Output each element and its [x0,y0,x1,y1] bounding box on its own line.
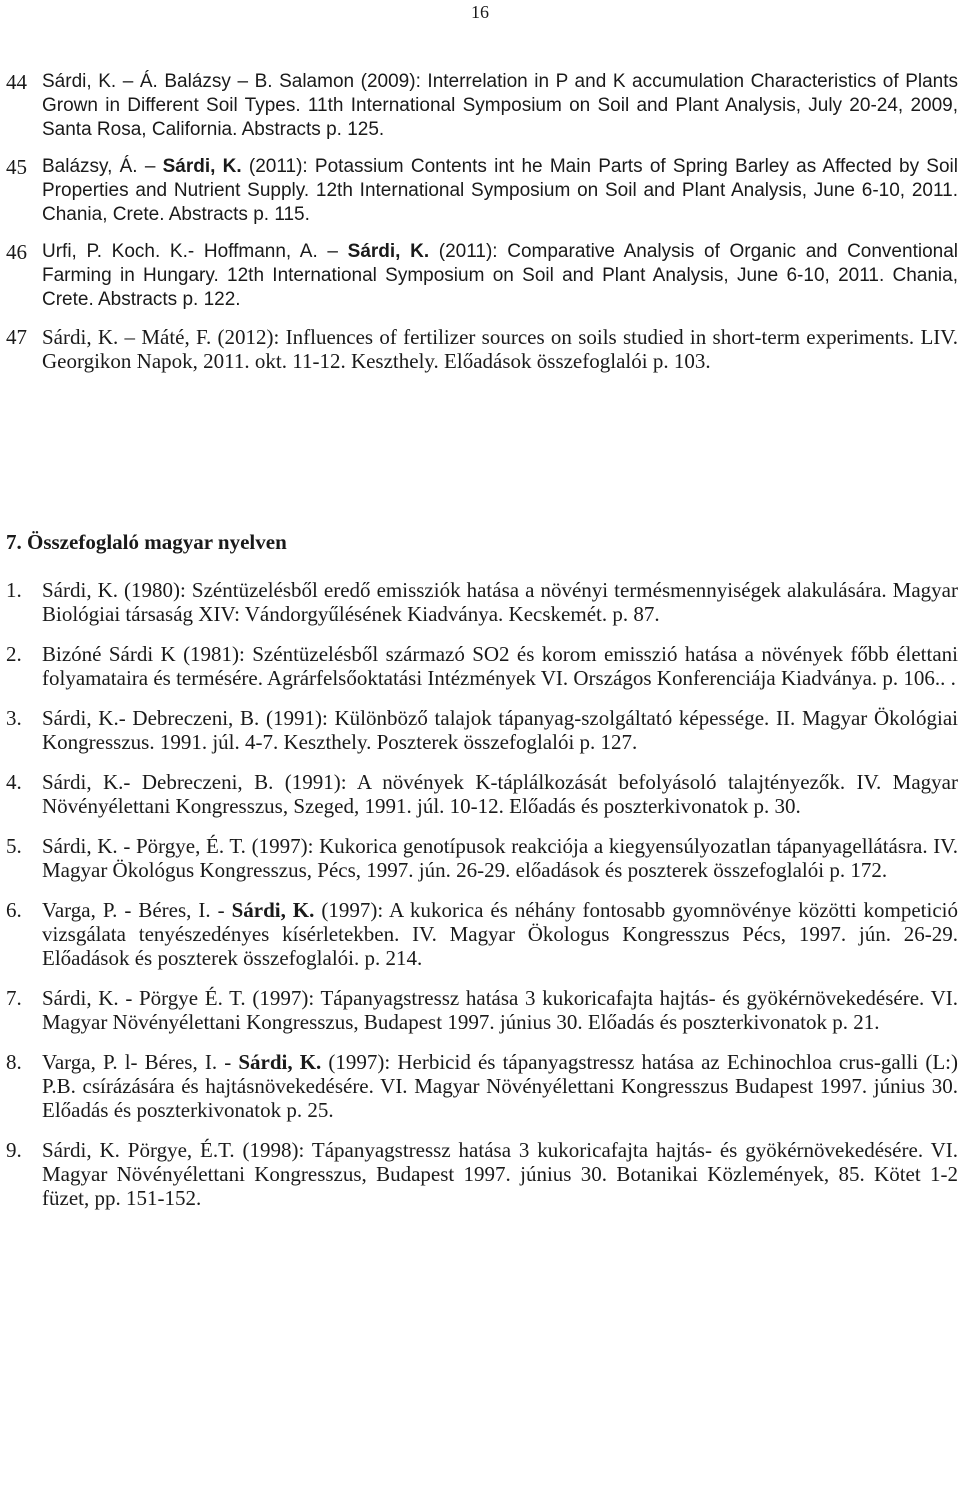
reference-text: Sárdi, K.- Debreczeni, B. (1991): A növények K-táplálkozását befolyásoló talajtényezők. IV. Magyar Növényélettani Kongresszus, Szeged, 1991. júl. 10-12. Előadás és poszterkivonatok p. 30. [42,770,958,818]
reference-text: Sárdi, K. – Á. Balázsy – B. Salamon (2009): Interrelation in P and K accumulation Characteristics of Plants Grown in Different Soil Types. 11th International Symposium on Soil and Plant Analysis, July 20-24, 2009, Santa Rosa, California. Abstracts p. 125. [42,71,958,140]
highlighted-author: Sárdi, K. [238,1050,322,1074]
reference-text: Urfi, P. Koch. K.- Hoffmann, A. – Sárdi, K. (2011): Comparative Analysis of Organic and Conventional Farming in Hungary. 12th International Symposium on Soil and Plant Analysis, June 6-10, 2011. Chania, Crete. Abstracts p. 122. [42,241,958,310]
reference-item [6,834,958,882]
reference-item [6,240,958,312]
reference-item [6,898,958,970]
reference-text: Sárdi, K.- Debreczeni, B. (1991): Különböző talajok tápanyag-szolgáltató képessége. II. Magyar Ökológiai Kongresszus. 1991. júl. 4-7. Keszthely. Poszterek összefoglalói p. 127. [42,706,958,754]
reference-number: 8. [6,1050,22,1074]
reference-number: 9. [6,1138,22,1162]
reference-text: Sárdi, K. (1980): Széntüzelésből eredő emissziók hatása a növényi termésmennyiségek alakulására. Magyar Biológiai társaság XIV: Vándorgyűlésének Kiadványa. Kecskemét. p. 87. [42,578,958,626]
reference-item [6,155,958,227]
english-reference-list [6,70,958,386]
reference-item [6,1050,958,1122]
hungarian-reference-list [6,578,958,1226]
reference-item [6,1138,958,1210]
highlighted-author: Sárdi, K. [231,898,315,922]
page-number: 16 [471,2,489,22]
section-title: 7. Összefoglaló magyar nyelven [6,530,287,554]
reference-text: Bizóné Sárdi K (1981): Széntüzelésből származó SO2 és korom emisszió hatása a növények főbb élettani folyamataira és termésére. Agrárfelsőoktatási Intézmények VI. Országos Konferenciája Kiadványa. p. 106.. . [42,642,958,690]
reference-number: 3. [6,706,22,730]
reference-number: 47 [6,325,27,349]
reference-item [6,325,958,373]
reference-text: Sárdi, K. - Pörgye É. T. (1997): Tápanyagstressz hatása 3 kukoricafajta hajtás- és gyökérnövekedésére. VI. Magyar Növényélettani Kongresszus, Budapest 1997. június 30. Előadás és poszterkivonatok p. 21. [42,986,958,1034]
reference-text: Sárdi, K. – Máté, F. (2012): Influences of fertilizer sources on soils studied in short-term experiments. LIV. Georgikon Napok, 2011. okt. 11-12. Keszthely. Előadások összefoglalói p. 103. [42,325,958,373]
reference-number: 2. [6,642,22,666]
reference-item [6,642,958,690]
reference-text: Sárdi, K. - Pörgye, É. T. (1997): Kukorica genotípusok reakciója a kiegyensúlyozatlan tápanyagellátásra. IV. Magyar Ökológus Kongresszus, Pécs, 1997. jún. 26-29. előadások és poszterek összefoglalói p. 172. [42,834,958,882]
reference-number: 44 [6,70,27,94]
reference-item [6,986,958,1034]
reference-text: Sárdi, K. Pörgye, É.T. (1998): Tápanyagstressz hatása 3 kukoricafajta hajtás- és gyökérnövekedésére. VI. Magyar Növényélettani Kongresszus, Budapest 1997. június 30. Botanikai Közlemények, 85. Kötet 1-2 füzet, pp. 151-152. [42,1138,958,1210]
reference-item [6,578,958,626]
highlighted-author: Sárdi, K. [162,156,242,177]
reference-text: Varga, P. - Béres, I. - Sárdi, K. (1997): A kukorica és néhány fontosabb gyomnövénye közötti kompetició vizsgálata tenyészedényes kísérletekben. IV. Magyar Ökologus Kongresszus Pécs, 1997. jún. 26-29. Előadások és poszterek összefoglalói. p. 214. [42,898,958,970]
reference-number: 6. [6,898,22,922]
reference-text: Varga, P. l- Béres, I. - Sárdi, K. (1997): Herbicid és tápanyagstressz hatása az Echinochloa crus-galli (L:) P.B. csírázására és hajtásnövekedésére. VI. Magyar Növényélettani Kongresszus Budapest 1997. június 30. Előadás és poszterkivonatok p. 25. [42,1050,958,1122]
reference-number: 1. [6,578,22,602]
reference-number: 7. [6,986,22,1010]
reference-item [6,70,958,142]
reference-number: 4. [6,770,22,794]
reference-number: 45 [6,155,27,179]
reference-text: Balázsy, Á. – Sárdi, K. (2011): Potassium Contents int he Main Parts of Spring Barley as Affected by Soil Properties and Nutrient Supply. 12th International Symposium on Soil and Plant Analysis, June 6-10, 2011. Chania, Crete. Abstracts p. 115. [42,156,958,225]
highlighted-author: Sárdi, K. [347,241,430,262]
reference-number: 5. [6,834,22,858]
reference-number: 46 [6,240,27,264]
reference-item [6,706,958,754]
reference-item [6,770,958,818]
